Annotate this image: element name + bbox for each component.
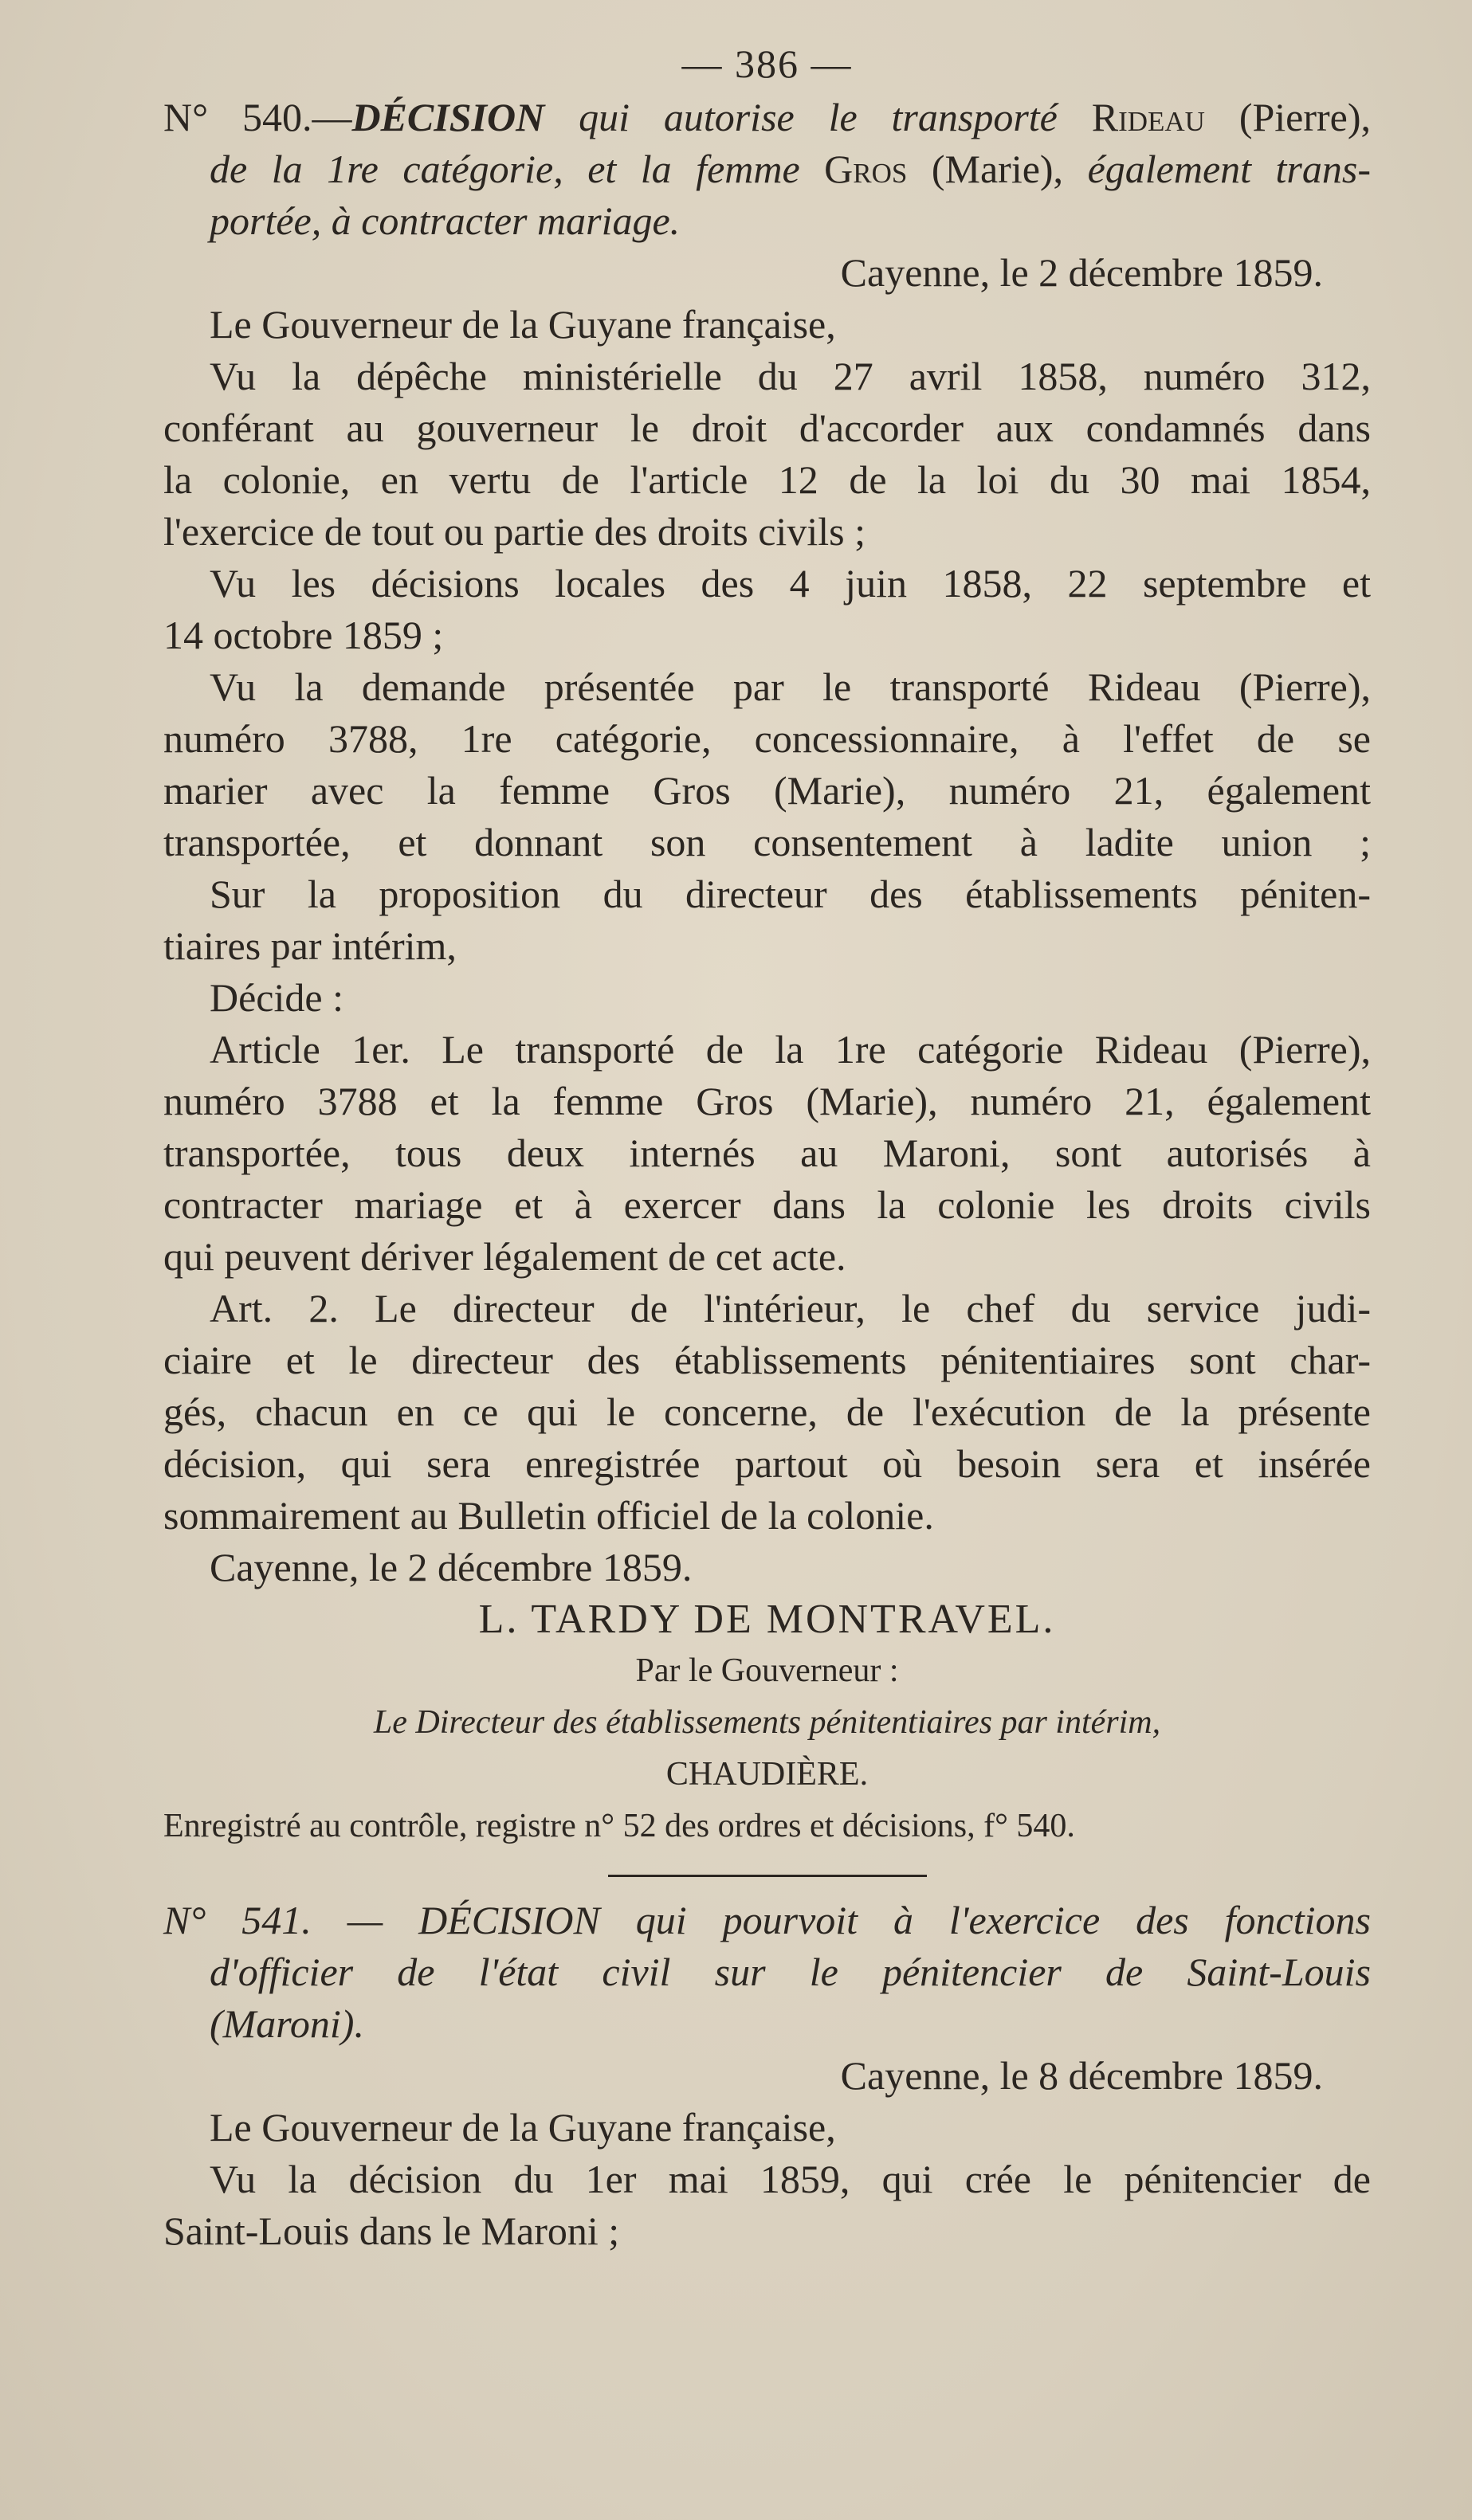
decision-541-place-date: Cayenne, le 8 décembre 1859. xyxy=(840,2053,1323,2098)
body-line: conférant au gouverneur le droit d'accorder aux condamnés dans xyxy=(163,406,1371,450)
registration-note: Enregistré au contrôle, registre n° 52 des ordres et décisions, f° 540. xyxy=(163,1808,1075,1844)
body-line: marier avec la femme Gros (Marie), numéro 21, également xyxy=(163,768,1371,813)
section-divider xyxy=(608,1875,927,1877)
body-line: Vu la décision du 1er mai 1859, qui crée le pénitencier de xyxy=(210,2157,1371,2201)
body-line: Vu les décisions locales des 4 juin 1858, 22 septembre et xyxy=(210,561,1371,606)
body-line: transportée, et donnant son consentement à ladite union ; xyxy=(163,820,1371,864)
heading-text: qui autorise le transporté xyxy=(544,95,1092,139)
closing-date: Cayenne, le 2 décembre 1859. xyxy=(210,1545,693,1589)
person-name: Gros xyxy=(824,147,908,191)
body-line: Vu la demande présentée par le transporté Rideau (Pierre), xyxy=(210,664,1371,709)
heading-text: de la 1re catégorie, et la femme xyxy=(210,147,825,191)
director-name: CHAUDIÈRE. xyxy=(665,1756,869,1793)
decision-number: N° 540.— xyxy=(163,95,352,139)
decision-540-heading-line-1 xyxy=(163,92,1371,143)
decision-540-heading-line-3: portée, à contracter mariage. xyxy=(210,198,681,243)
person-name: Rideau xyxy=(1091,95,1205,139)
decision-540-heading-line-2 xyxy=(163,143,1371,195)
body-line: transportée, tous deux internés au Maroni, sont autorisés à xyxy=(163,1131,1371,1175)
body-line: contracter mariage et à exercer dans la colonie les droits civils xyxy=(163,1182,1371,1227)
body-line: ciaire et le directeur des établissements pénitentiaires sont char- xyxy=(163,1338,1371,1382)
article-2-line: Art. 2. Le directeur de l'intérieur, le chef du service judi- xyxy=(210,1286,1371,1331)
body-line: la colonie, en vertu de l'article 12 de la loi du 30 mai 1854, xyxy=(163,457,1371,502)
decision-540-place-date: Cayenne, le 2 décembre 1859. xyxy=(840,250,1323,295)
body-line: sommairement au Bulletin officiel de la colonie. xyxy=(163,1493,934,1538)
page-number: — 386 — xyxy=(681,41,853,86)
body-line: numéro 3788, 1re catégorie, concessionnaire, à l'effet de se xyxy=(163,716,1371,761)
body-line: tiaires par intérim, xyxy=(163,923,457,968)
heading-text: également trans- xyxy=(1087,147,1371,191)
body-line: Saint-Louis dans le Maroni ; xyxy=(163,2208,620,2253)
director-title: Le Directeur des établissements pénitentiaires par intérim, xyxy=(373,1704,1161,1741)
by-the-governor: Par le Gouverneur : xyxy=(635,1652,899,1689)
body-line: décision, qui sera enregistrée partout où besoin sera et insérée xyxy=(163,1441,1371,1486)
body-line: Sur la proposition du directeur des établissements péniten- xyxy=(210,872,1371,916)
heading-text: (Pierre), xyxy=(1204,95,1371,139)
body-line: numéro 3788 et la femme Gros (Marie), numéro 21, également xyxy=(163,1079,1371,1123)
body-line: gés, chacun en ce qui le concerne, de l'exécution de la présente xyxy=(163,1389,1371,1434)
heading-text: (Marie), xyxy=(907,147,1088,191)
body-line: 14 octobre 1859 ; xyxy=(163,613,444,657)
decision-541-heading-line-1: N° 541. — DÉCISION qui pourvoit à l'exercice des fonctions xyxy=(163,1898,1371,1942)
body-line: Le Gouverneur de la Guyane française, xyxy=(210,302,836,347)
article-1-line: Article 1er. Le transporté de la 1re catégorie Rideau (Pierre), xyxy=(210,1027,1371,1072)
governor-signature: L. TARDY DE MONTRAVEL. xyxy=(478,1597,1056,1642)
decide-heading: Décide : xyxy=(210,975,343,1020)
decision-541-heading-line-3: (Maroni). xyxy=(210,2001,364,2046)
body-line: l'exercice de tout ou partie des droits civils ; xyxy=(163,509,866,554)
body-line: Vu la dépêche ministérielle du 27 avril 1858, numéro 312, xyxy=(210,354,1371,398)
page-content xyxy=(163,36,1371,2257)
body-line: qui peuvent dériver légalement de cet acte. xyxy=(163,1234,846,1279)
decision-title: DÉCISION xyxy=(351,95,545,139)
decision-541-heading-line-2: d'officier de l'état civil sur le pénitencier de Saint-Louis xyxy=(210,1950,1371,1994)
body-line: Le Gouverneur de la Guyane française, xyxy=(210,2105,836,2150)
